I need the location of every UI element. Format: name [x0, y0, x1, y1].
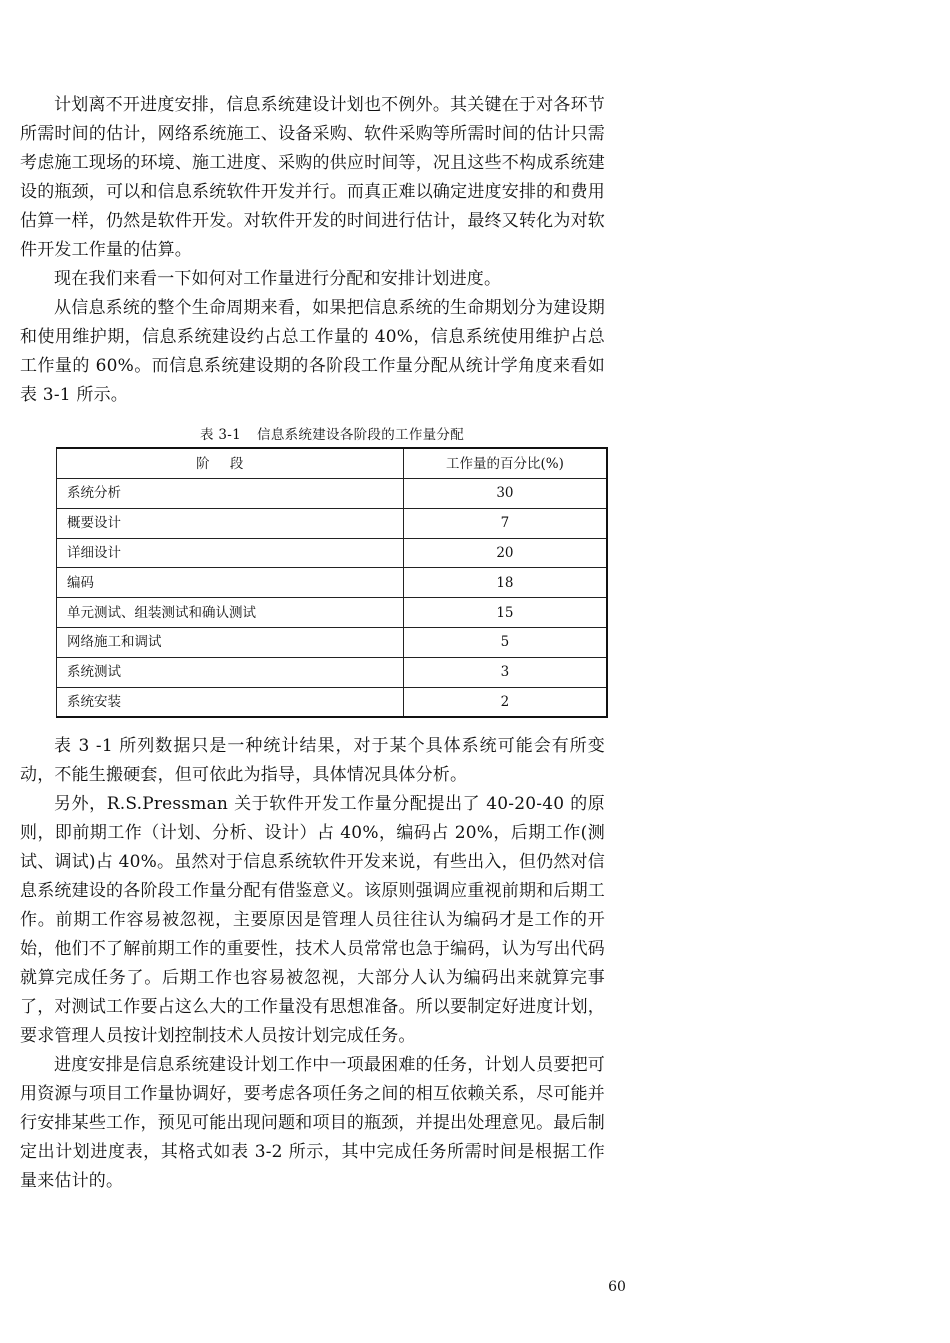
percent-cell: 7	[403, 508, 607, 538]
table-row	[57, 598, 608, 628]
table-row	[57, 568, 608, 598]
stage-cell: 单元测试、组装测试和确认测试	[57, 598, 404, 628]
percent-cell: 5	[403, 627, 607, 657]
column-header-percent: 工作量的百分比(%)	[403, 448, 607, 479]
table-row	[57, 538, 608, 568]
body-text-bottom	[20, 732, 605, 1196]
page-number: 60	[608, 1279, 626, 1295]
percent-cell: 20	[403, 538, 607, 568]
paragraph: 另外，R.S.Pressman 关于软件开发工作量分配提出了 40-20-40 的原则，即前期工作（计划、分析、设计）占 40%，编码占 20%，后期工作(测试、调试)占 40%。虽然对于信息系统软件开发来说，有些出入，但仍然对信息系统建设的各阶段工作量分配有借鉴意义。该原则强调应重视前期和后期工作。前期工作容易被忽视，主要原因是管理人员往往认为编码才是工作的开始，他们不了解前期工作的重要性，技术人员常常也急于编码，认为写出代码就算完成任务了。后期工作也容易被忽视，大部分人认为编码出来就算完事了，对测试工作要占这么大的工作量没有思想准备。所以要制定好进度计划，要求管理人员按计划控制技术人员按计划完成任务。	[20, 794, 605, 1046]
table-caption-title: 信息系统建设各阶段的工作量分配	[257, 427, 465, 443]
paragraph: 进度安排是信息系统建设计划工作中一项最困难的任务，计划人员要把可用资源与项目工作量协调好，要考虑各项任务之间的相互依赖关系，尽可能并行安排某些工作，预见可能出现问题和项目的瓶颈，并提出处理意见。最后制定出计划进度表，其格式如表 3-2 所示，其中完成任务所需时间是根据工作量来估计的。	[20, 1055, 605, 1191]
stage-cell: 编码	[57, 568, 404, 598]
stage-cell: 系统安装	[57, 687, 404, 717]
workload-table-container	[56, 447, 608, 718]
percent-cell: 2	[403, 687, 607, 717]
percent-cell: 15	[403, 598, 607, 628]
table-row	[57, 479, 608, 509]
workload-table	[56, 447, 608, 718]
table-row	[57, 508, 608, 538]
paragraph: 从信息系统的整个生命周期来看，如果把信息系统的生命期划分为建设期和使用维护期，信息系统建设约占总工作量的 40%，信息系统使用维护占总工作量的 60%。而信息系统建设期的各阶段工作量分配从统计学角度来看如表 3-1 所示。	[20, 298, 605, 405]
stage-cell: 网络施工和调试	[57, 627, 404, 657]
stage-cell: 系统分析	[57, 479, 404, 509]
stage-cell: 详细设计	[57, 538, 404, 568]
stage-cell: 概要设计	[57, 508, 404, 538]
table-row	[57, 627, 608, 657]
body-text-top	[20, 91, 605, 410]
table-header-row	[57, 448, 608, 479]
paragraph: 现在我们来看一下如何对工作量进行分配和安排计划进度。	[54, 269, 502, 289]
table-row	[57, 687, 608, 717]
stage-cell: 系统测试	[57, 657, 404, 687]
paragraph: 计划离不开进度安排，信息系统建设计划也不例外。其关键在于对各环节所需时间的估计，网络系统施工、设备采购、软件采购等所需时间的估计只需考虑施工现场的环境、施工进度、采购的供应时间等，况且这些不构成系统建设的瓶颈，可以和信息系统软件开发并行。而真正难以确定进度安排的和费用估算一样，仍然是软件开发。对软件开发的时间进行估计，最终又转化为对软件开发工作量的估算。	[20, 95, 605, 260]
column-header-stage: 阶段	[57, 448, 404, 479]
percent-cell: 30	[403, 479, 607, 509]
percent-cell: 18	[403, 568, 607, 598]
table-caption-label: 表 3-1	[199, 427, 242, 443]
table-row	[57, 657, 608, 687]
table-caption	[56, 425, 608, 445]
paragraph: 表 3 -1 所列数据只是一种统计结果，对于某个具体系统可能会有所变动，不能生搬硬套，但可依此为指导，具体情况具体分析。	[20, 736, 605, 785]
percent-cell: 3	[403, 657, 607, 687]
